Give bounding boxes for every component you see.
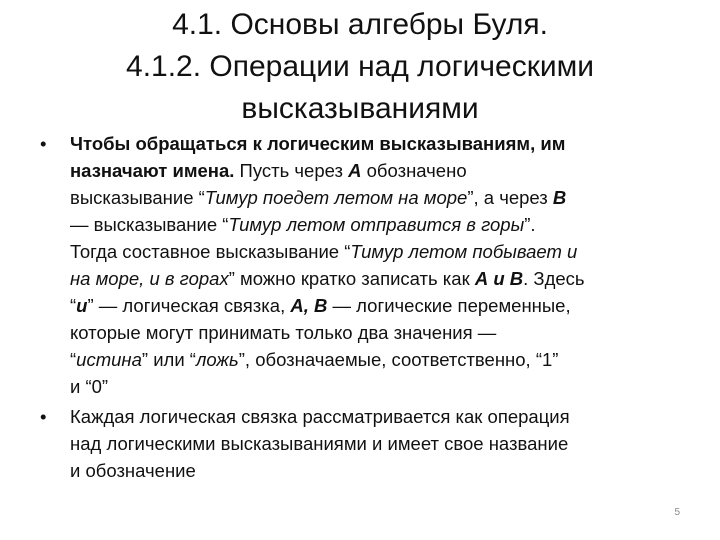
bullet2-line-1: Каждая логическая связка рассматривается как операция xyxy=(70,406,570,427)
text: и “0” xyxy=(70,376,109,397)
italic-text: Тимур поедет летом на море xyxy=(204,187,468,208)
title-line-2: 4.1.2. Операции над логическими xyxy=(126,50,594,83)
bullet-marker: • xyxy=(40,406,47,427)
variables: А, В xyxy=(290,295,328,316)
text: Тогда составное высказывание “ xyxy=(70,241,351,262)
slide-title xyxy=(60,4,660,130)
slide-body xyxy=(40,130,700,487)
bullet-marker: • xyxy=(40,133,47,154)
text: ”, обозначаемые, соответственно, “1” xyxy=(238,349,559,370)
text: которые могут принимать только два значения — xyxy=(70,322,497,343)
text: . Здесь xyxy=(523,268,585,289)
bullet2-line-3: и обозначение xyxy=(70,460,196,481)
italic-text: на море, и в горах xyxy=(70,268,229,289)
text: ” — логическая связка, xyxy=(87,295,291,316)
italic-text: Тимур летом отправится в горы xyxy=(228,214,525,235)
bullet1-line-9 xyxy=(70,346,700,373)
title-line-1: 4.1. Основы алгебры Буля. xyxy=(172,8,548,41)
bullet1-line-6 xyxy=(70,265,700,292)
bullet1-line-1 xyxy=(70,130,700,157)
bullet-item-1 xyxy=(40,130,700,400)
italic-text: ложь xyxy=(195,349,239,370)
bullet2-line-2: над логическими высказываниями и имеет свое название xyxy=(70,433,569,454)
text: высказывание “ xyxy=(70,187,205,208)
connective: и xyxy=(76,295,88,316)
text: обозначено xyxy=(361,160,467,181)
italic-text: Тимур летом побывает и xyxy=(350,241,578,262)
bullet1-line-4 xyxy=(70,211,700,238)
text: — высказывание “ xyxy=(70,214,229,235)
bullet1-line-10 xyxy=(70,373,700,400)
title-line-3: высказываниями xyxy=(241,92,479,125)
text: — логические переменные, xyxy=(327,295,571,316)
bullet-item-2 xyxy=(40,403,700,484)
text: Пусть через xyxy=(234,160,349,181)
bullet1-line-8 xyxy=(70,319,700,346)
text: ”, а через xyxy=(467,187,553,208)
text: ”. xyxy=(524,214,536,235)
italic-text: истина xyxy=(76,349,142,370)
bullet1-line-5 xyxy=(70,238,700,265)
variable-a: А xyxy=(348,160,362,181)
bold-text: назначают имена. xyxy=(70,160,235,181)
page-number: 5 xyxy=(674,507,680,518)
bullet1-line-3 xyxy=(70,184,700,211)
text: “ xyxy=(70,295,77,316)
expression: А и В xyxy=(474,268,524,289)
text: “ xyxy=(70,349,77,370)
bullet1-line-7 xyxy=(70,292,700,319)
text: ” или “ xyxy=(141,349,196,370)
variable-b: В xyxy=(552,187,567,208)
text: ” можно кратко записать как xyxy=(228,268,475,289)
bold-text: Чтобы обращаться к логическим высказываниям, им xyxy=(70,133,566,154)
bullet1-line-2 xyxy=(70,157,700,184)
